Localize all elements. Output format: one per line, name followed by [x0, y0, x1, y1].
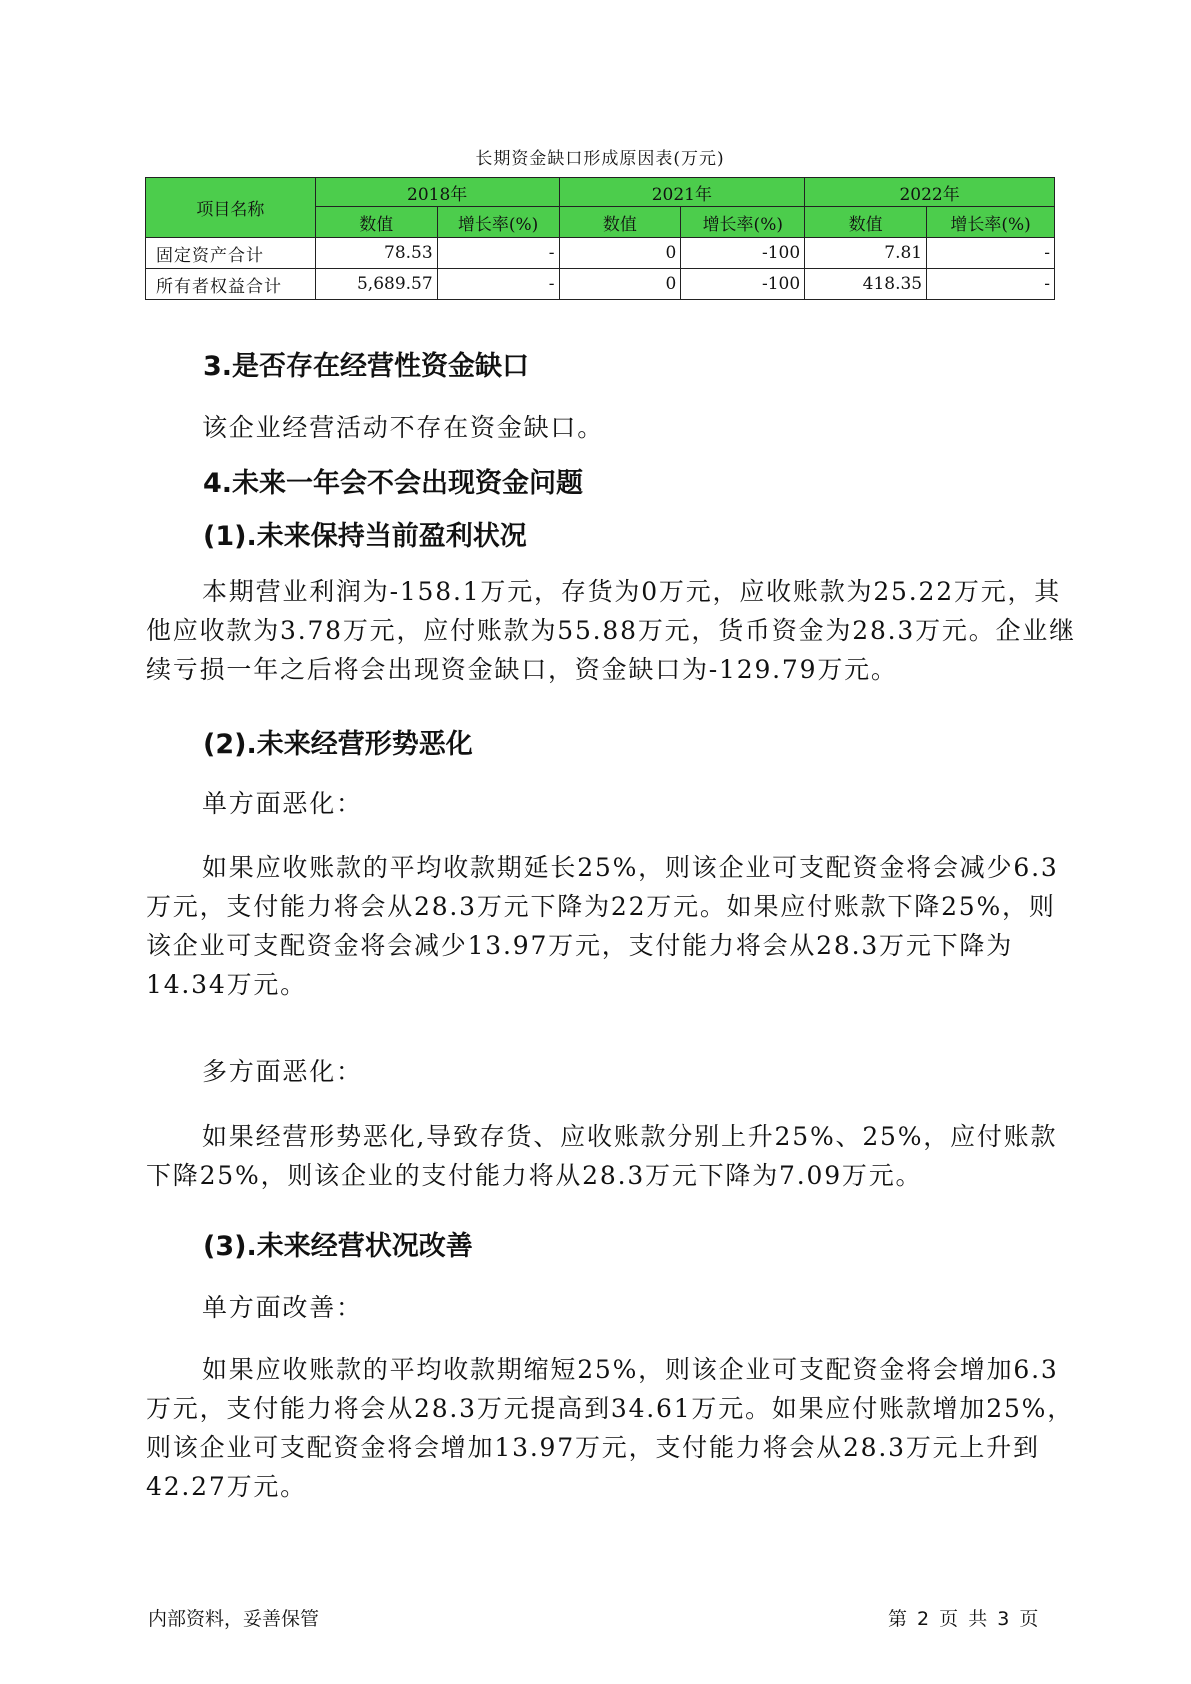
cell-value: 7.81 [805, 238, 927, 269]
subheading-3: (3).未来经营状况改善 [203, 1231, 473, 1262]
subheading-1: (1).未来保持当前盈利状况 [203, 521, 527, 552]
cell-growth: -100 [681, 269, 805, 300]
section-heading-4: 4.未来一年会不会出现资金问题 [203, 468, 584, 499]
header-growth: 增长率(%) [437, 207, 559, 238]
table-caption: 长期资金缺口形成原因表(万元) [475, 149, 725, 169]
subsection-1-paragraph: 本期营业利润为-158.1万元，存货为0万元，应收账款为25.22万元，其他应收款为3.78万元，应付账款为55.88万元，货币资金为28.3万元。企业继续亏损一年之后将会出现资金缺口，资金缺口为-129.79万元。 [146, 577, 1076, 684]
cell-value: 78.53 [315, 238, 437, 269]
subheading-2: (2).未来经营形势恶化 [203, 729, 473, 760]
cell-value: 418.35 [805, 269, 927, 300]
header-growth: 增长率(%) [927, 207, 1055, 238]
table-row [146, 238, 1055, 269]
row-label: 所有者权益合计 [146, 269, 316, 300]
header-value: 数值 [559, 207, 681, 238]
subsection-2-label-single: 单方面恶化： [202, 789, 363, 818]
cell-growth: -100 [681, 238, 805, 269]
section-3-paragraph: 该企业经营活动不存在资金缺口。 [202, 413, 605, 442]
cell-growth: - [437, 238, 559, 269]
subsection-3-label-single: 单方面改善： [202, 1293, 363, 1322]
table-row [146, 269, 1055, 300]
cell-value: 0 [559, 269, 681, 300]
section-heading-3: 3.是否存在经营性资金缺口 [203, 351, 530, 382]
header-year-2022: 2022年 [805, 178, 1055, 207]
header-year-2018: 2018年 [315, 178, 559, 207]
footer-confidential: 内部资料，妥善保管 [148, 1608, 320, 1630]
subsection-3-paragraph-single: 如果应收账款的平均收款期缩短25%，则该企业可支配资金将会增加6.3万元，支付能力将会从28.3万元提高到34.61万元。如果应付账款增加25%，则该企业可支配资金将会增加13.97万元，支付能力将会从28.3万元上升到42.27万元。 [146, 1355, 1075, 1501]
cell-growth: - [927, 238, 1055, 269]
subsection-2-label-multi: 多方面恶化： [202, 1057, 363, 1086]
footer-page-number: 第 2 页 共 3 页 [888, 1608, 1039, 1630]
subsection-2-paragraph-multi: 如果经营形势恶化,导致存货、应收账款分别上升25%、25%，应付账款下降25%，则该企业的支付能力将从28.3万元下降为7.09万元。 [146, 1122, 1058, 1190]
funding-gap-table [145, 177, 1055, 300]
header-item-name: 项目名称 [146, 178, 316, 238]
row-label: 固定资产合计 [146, 238, 316, 269]
subsection-2-paragraph-single: 如果应收账款的平均收款期延长25%，则该企业可支配资金将会减少6.3万元，支付能力将会从28.3万元下降为22万元。如果应付账款下降25%，则该企业可支配资金将会减少13.97万元，支付能力将会从28.3万元下降为14.34万元。 [146, 853, 1059, 999]
cell-growth: - [927, 269, 1055, 300]
header-growth: 增长率(%) [681, 207, 805, 238]
cell-value: 5,689.57 [315, 269, 437, 300]
cell-growth: - [437, 269, 559, 300]
cell-value: 0 [559, 238, 681, 269]
header-value: 数值 [315, 207, 437, 238]
header-value: 数值 [805, 207, 927, 238]
header-year-2021: 2021年 [559, 178, 805, 207]
